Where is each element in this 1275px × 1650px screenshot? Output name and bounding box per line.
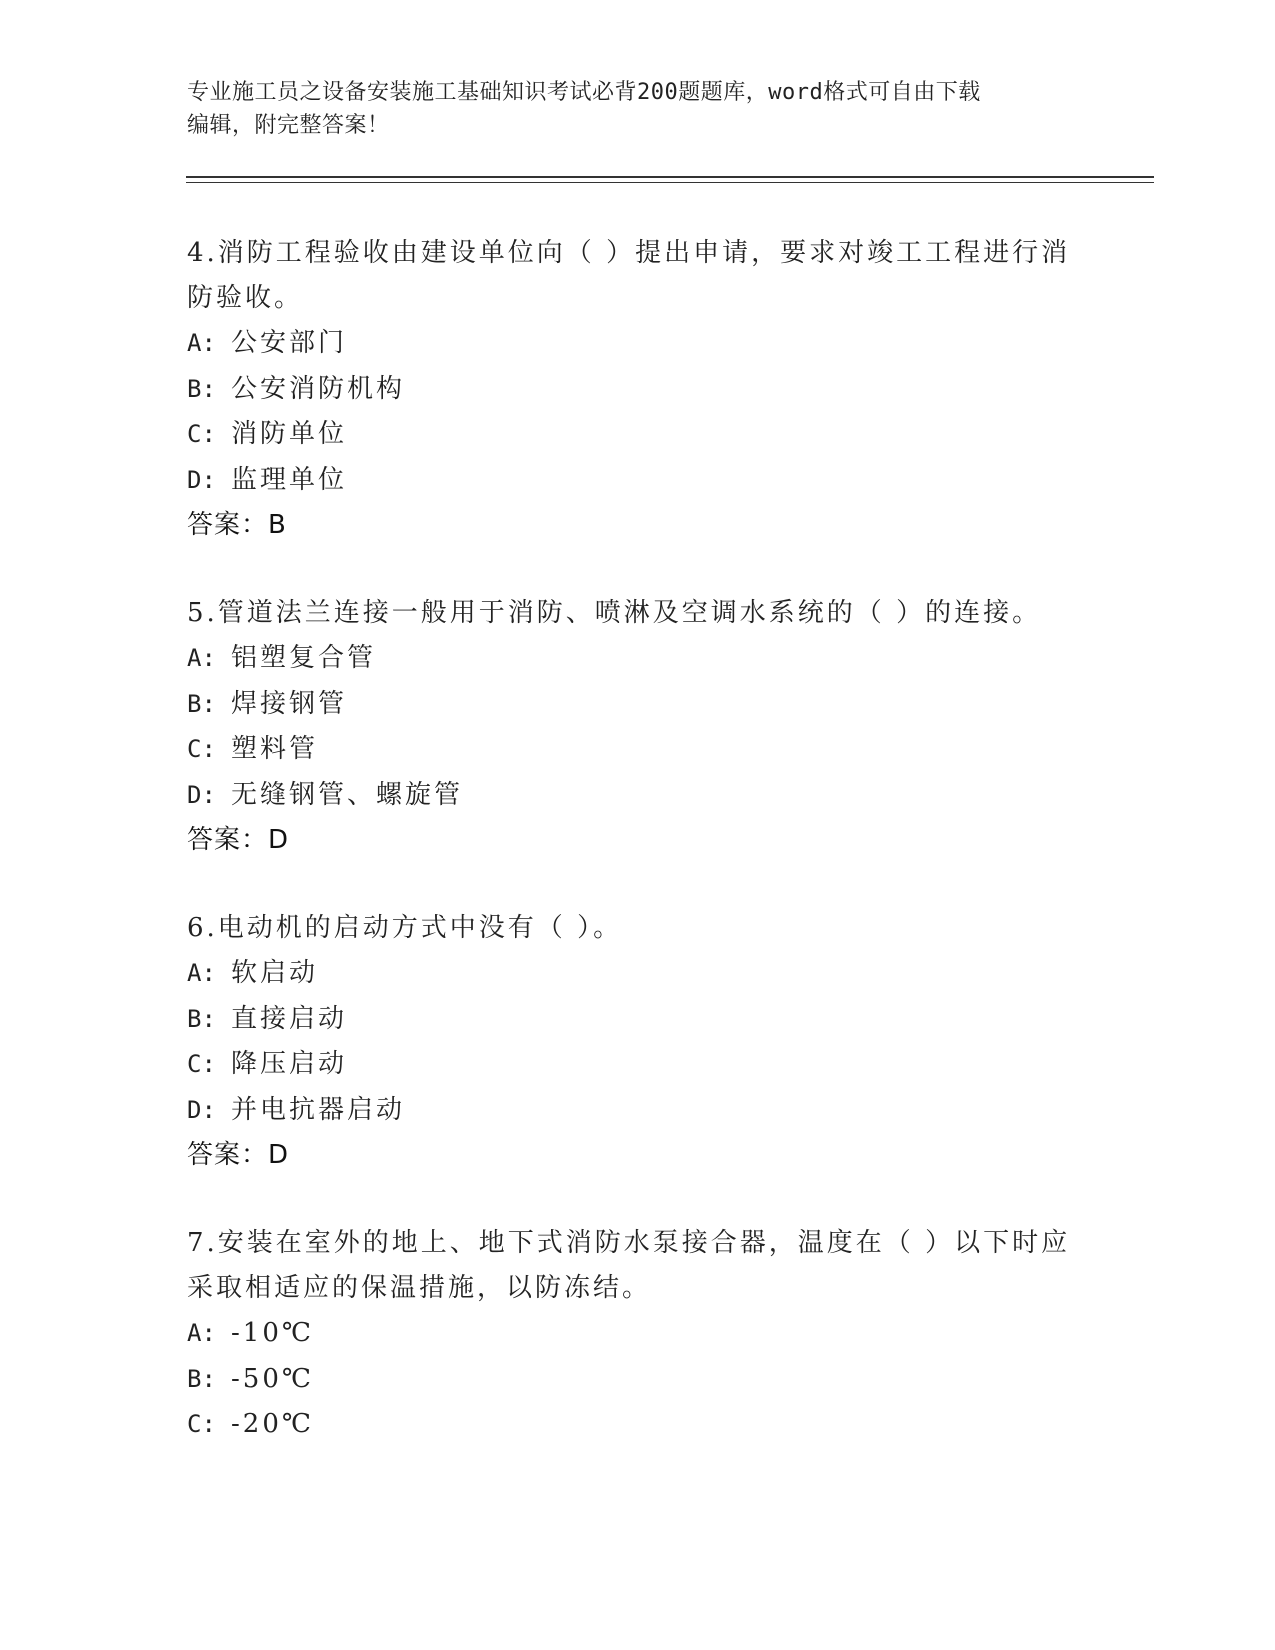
answer-line: 答案：B: [187, 510, 287, 540]
option-a: [187, 951, 1087, 997]
header-divider-bottom: [186, 182, 1154, 183]
option-d: [187, 773, 1087, 819]
option-text: 铝塑复合管: [231, 643, 377, 673]
question-stem-line-1: 6.电动机的启动方式中没有（ ）。: [187, 913, 623, 943]
option-b: [187, 1357, 1087, 1403]
option-letter: B:: [187, 1364, 216, 1393]
option-letter: D:: [187, 780, 216, 809]
option-b: [187, 367, 1087, 413]
option-text: 无缝钢管、螺旋管: [231, 779, 464, 810]
question-6: [187, 905, 1087, 1179]
option-text: 监理单位: [231, 464, 348, 495]
option-letter: A:: [187, 329, 216, 357]
option-text: -50℃: [231, 1363, 314, 1394]
option-a: [187, 1311, 1087, 1357]
option-b: [187, 682, 1087, 728]
option-b: [187, 997, 1087, 1043]
option-c: [187, 1042, 1087, 1088]
option-d: [187, 1088, 1087, 1134]
option-letter: C:: [187, 1410, 216, 1438]
header-divider-top: [186, 176, 1154, 178]
option-text: 公安消防机构: [231, 373, 406, 404]
option-text: 并电抗器启动: [231, 1094, 406, 1125]
answer-line: 答案：D: [187, 825, 290, 855]
question-stem-line-2: 采取相适应的保温措施，以防冻结。: [187, 1273, 652, 1303]
question-stem-line-1: 7.安装在室外的地上、地下式消防水泵接合器，温度在（ ）以下时应: [187, 1228, 1071, 1258]
option-letter: C:: [187, 420, 216, 448]
option-letter: C:: [187, 735, 216, 763]
option-letter: A:: [187, 644, 216, 672]
option-text: 公安部门: [231, 328, 348, 358]
question-5: [187, 590, 1087, 864]
header-title-line-1: 专业施工员之设备安装施工基础知识考试必背200题题库，word格式可自由下载: [187, 80, 981, 105]
question-stem-line-1: 4.消防工程验收由建设单位向（ ）提出申请，要求对竣工工程进行消: [187, 238, 1071, 268]
option-text: -20℃: [231, 1409, 314, 1439]
option-text: 塑料管: [231, 734, 319, 764]
option-text: 降压启动: [231, 1049, 348, 1079]
option-letter: D:: [187, 465, 216, 494]
option-letter: A:: [187, 959, 216, 987]
option-d: [187, 458, 1087, 504]
option-c: [187, 1402, 1087, 1448]
question-7: [187, 1220, 1087, 1448]
option-a: [187, 321, 1087, 367]
answer-line: 答案：D: [187, 1140, 290, 1170]
question-4: [187, 230, 1087, 549]
option-text: 直接启动: [231, 1003, 348, 1034]
option-letter: B:: [187, 689, 216, 718]
option-c: [187, 412, 1087, 458]
option-letter: D:: [187, 1095, 216, 1124]
option-letter: C:: [187, 1050, 216, 1078]
header-title-line-2: 编辑，附完整答案！: [187, 113, 390, 138]
option-a: [187, 636, 1087, 682]
option-letter: B:: [187, 374, 216, 403]
option-c: [187, 727, 1087, 773]
question-stem-line-1: 5.管道法兰连接一般用于消防、喷淋及空调水系统的（ ）的连接。: [187, 598, 1042, 628]
option-text: 消防单位: [231, 419, 348, 449]
question-stem-line-2: 防验收。: [187, 283, 304, 313]
option-text: -10℃: [231, 1318, 314, 1348]
option-letter: A:: [187, 1319, 216, 1347]
option-text: 焊接钢管: [231, 688, 348, 719]
option-text: 软启动: [231, 958, 319, 988]
option-letter: B:: [187, 1004, 216, 1033]
document-header: [187, 76, 1087, 142]
